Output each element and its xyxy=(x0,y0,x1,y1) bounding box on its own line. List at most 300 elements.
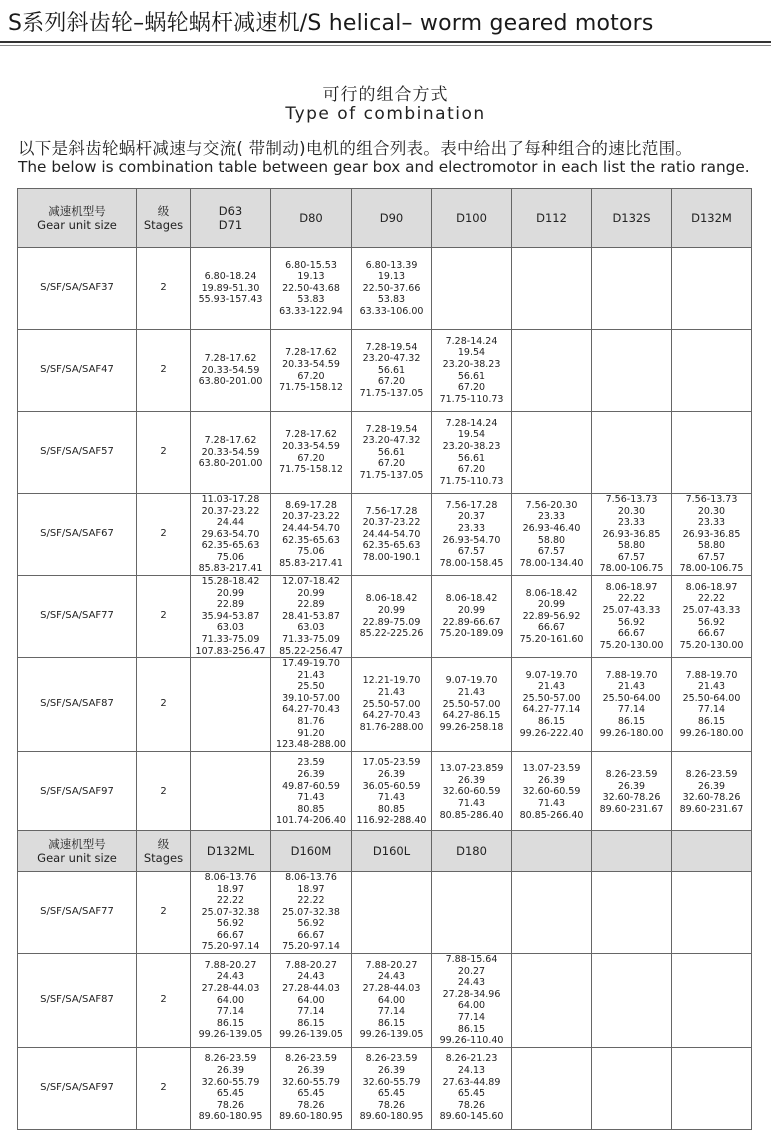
ratio-cell xyxy=(352,412,432,494)
ratio-value: 75.20-97.14 xyxy=(201,941,260,953)
col-header-motor xyxy=(592,831,672,872)
ratio-value: 32.60-55.79 xyxy=(201,1076,260,1088)
ratio-cell xyxy=(352,248,432,330)
ratio-value: 20.37-23.22 xyxy=(282,511,340,523)
ratio-value: 13.07-23.59 xyxy=(522,763,581,775)
ratio-value: 78.26 xyxy=(457,1099,486,1111)
col-header-motor-line: D132ML xyxy=(206,843,255,858)
ratio-value: 26.39 xyxy=(697,780,726,792)
ratio-cell xyxy=(592,576,672,658)
ratio-value: 71.75-137.05 xyxy=(359,387,424,399)
ratio-cell xyxy=(672,412,752,494)
ratio-value: 8.06-18.42 xyxy=(445,593,498,605)
ratio-value: 99.26-180.00 xyxy=(679,727,744,739)
ratio-cell xyxy=(672,494,752,576)
ratio-cell xyxy=(271,658,352,752)
col-header-motor-line: D63 xyxy=(218,203,243,218)
stages-cell: 2 xyxy=(137,954,191,1048)
ratio-value: 78.00-134.40 xyxy=(519,557,584,569)
col-header-stages-cn: 级 xyxy=(157,836,170,851)
ratio-value: 22.89-75.09 xyxy=(362,616,421,628)
ratio-value: 91.20 xyxy=(297,727,325,739)
col-header-unit-en: Gear unit size xyxy=(37,851,117,865)
col-header-motor-line: D132S xyxy=(612,210,651,225)
ratio-value: 75.20-161.60 xyxy=(519,633,584,645)
ratio-value: 27.28-44.03 xyxy=(362,982,421,994)
ratio-cell xyxy=(191,751,271,833)
ratio-cell xyxy=(352,1047,432,1129)
ratio-value: 8.06-18.97 xyxy=(685,581,738,593)
ratio-value: 81.76 xyxy=(297,715,325,727)
ratio-value: 62.35-65.63 xyxy=(201,540,260,552)
ratio-value: 22.22 xyxy=(216,895,245,907)
ratio-cell xyxy=(432,330,512,412)
ratio-value: 64.00 xyxy=(297,994,325,1006)
ratio-cell xyxy=(592,872,672,954)
ratio-value: 56.61 xyxy=(377,446,406,458)
ratio-value: 19.89-51.30 xyxy=(201,282,260,294)
ratio-cell xyxy=(592,494,672,576)
ratio-value: 77.14 xyxy=(297,1006,325,1018)
ratio-cell xyxy=(352,494,432,576)
ratio-value: 7.88-19.70 xyxy=(685,669,738,681)
ratio-value: 24.43 xyxy=(377,971,406,983)
col-header-motor xyxy=(432,831,512,872)
ratio-cell xyxy=(512,248,592,330)
ratio-value: 24.43 xyxy=(216,971,245,983)
ratio-value: 25.50 xyxy=(297,681,325,693)
ratio-value: 8.06-13.76 xyxy=(285,872,337,883)
ratio-cell xyxy=(432,751,512,833)
ratio-value: 24.44-54.70 xyxy=(362,528,421,540)
ratio-value: 7.28-14.24 xyxy=(445,335,498,347)
table-row xyxy=(18,751,752,833)
ratio-value: 26.39 xyxy=(377,1065,406,1077)
ratio-value: 71.75-110.73 xyxy=(439,393,504,405)
col-header-stages-en: Stages xyxy=(143,851,184,865)
ratio-value: 65.45 xyxy=(377,1088,406,1100)
ratio-value: 23.20-38.23 xyxy=(442,440,501,452)
ratio-value: 7.88-15.64 xyxy=(445,954,498,966)
ratio-cell xyxy=(672,330,752,412)
ratio-value: 20.37-23.22 xyxy=(201,505,260,517)
ratio-value: 7.28-17.62 xyxy=(204,435,257,447)
ratio-value: 65.45 xyxy=(297,1088,325,1100)
ratio-value: 7.56-20.30 xyxy=(525,499,578,511)
ratio-cell xyxy=(352,751,432,833)
ratio-value: 67.20 xyxy=(377,376,406,388)
section-title-en: Type of combination xyxy=(285,104,486,124)
header-rule xyxy=(0,41,771,43)
ratio-value: 99.26-258.18 xyxy=(439,721,504,733)
ratio-value: 27.28-44.03 xyxy=(201,982,260,994)
ratio-value: 71.33-75.09 xyxy=(282,633,340,645)
ratio-value: 28.41-53.87 xyxy=(282,610,340,622)
ratio-value: 99.26-139.05 xyxy=(279,1029,343,1041)
gear-unit-cell: S/SF/SA/SAF87 xyxy=(18,658,137,752)
ratio-cell xyxy=(271,494,352,576)
ratio-value: 7.56-17.28 xyxy=(365,505,418,517)
ratio-cell xyxy=(592,330,672,412)
ratio-value: 18.97 xyxy=(297,883,325,895)
ratio-value: 7.28-19.54 xyxy=(365,341,418,353)
ratio-value: 65.45 xyxy=(457,1088,486,1100)
ratio-value: 86.15 xyxy=(377,1017,406,1029)
ratio-value: 77.14 xyxy=(457,1011,486,1023)
ratio-value: 8.26-23.59 xyxy=(204,1053,257,1065)
ratio-value: 12.21-19.70 xyxy=(362,675,421,687)
ratio-value: 66.67 xyxy=(697,628,726,640)
table-row xyxy=(18,954,752,1048)
ratio-value: 32.60-60.59 xyxy=(522,786,581,798)
ratio-cell xyxy=(432,872,512,954)
ratio-value: 22.22 xyxy=(617,593,646,605)
col-header-motor xyxy=(352,831,432,872)
ratio-value: 9.07-19.70 xyxy=(525,669,578,681)
header-band xyxy=(0,0,771,42)
col-header-unit xyxy=(18,831,137,872)
ratio-value: 78.00-106.75 xyxy=(599,563,664,575)
col-header-motor-line: D80 xyxy=(299,210,323,225)
stages-cell: 2 xyxy=(137,872,191,954)
ratio-value: 64.27-77.14 xyxy=(522,704,581,716)
col-header-motor-line: D160L xyxy=(372,843,411,858)
ratio-value: 107.83-256.47 xyxy=(195,645,266,657)
ratio-value: 56.61 xyxy=(457,370,486,382)
ratio-cell xyxy=(432,954,512,1048)
ratio-value: 67.20 xyxy=(457,382,486,394)
ratio-value: 64.27-70.43 xyxy=(282,704,340,716)
ratio-value: 75.20-130.00 xyxy=(679,639,744,651)
ratio-value: 20.33-54.59 xyxy=(282,358,340,370)
ratio-value: 21.43 xyxy=(617,681,646,693)
gear-unit-cell: S/SF/SA/SAF57 xyxy=(18,412,137,494)
ratio-cell xyxy=(592,412,672,494)
ratio-value: 20.99 xyxy=(297,587,325,599)
col-header-motor xyxy=(191,189,271,248)
ratio-value: 89.60-231.67 xyxy=(679,803,744,815)
table-row xyxy=(18,494,752,576)
ratio-cell xyxy=(672,658,752,752)
ratio-value: 63.33-106.00 xyxy=(359,305,424,317)
ratio-cell xyxy=(352,954,432,1048)
col-header-motor xyxy=(352,189,432,248)
col-header-motor-line: D160M xyxy=(290,843,332,858)
ratio-value: 13.07-23.859 xyxy=(439,763,504,775)
col-header-unit-cn: 减速机型号 xyxy=(48,203,106,218)
ratio-value: 86.15 xyxy=(617,715,646,727)
col-header-unit-en: Gear unit size xyxy=(37,218,117,232)
ratio-value: 56.61 xyxy=(377,364,406,376)
gear-unit-cell: S/SF/SA/SAF77 xyxy=(18,576,137,658)
ratio-cell xyxy=(191,658,271,752)
section-title-cn: 可行的组合方式 xyxy=(322,85,449,105)
ratio-value: 67.57 xyxy=(697,551,726,563)
stages-cell: 2 xyxy=(137,412,191,494)
ratio-value: 26.93-54.70 xyxy=(442,534,501,546)
ratio-value: 49.87-60.59 xyxy=(282,780,340,792)
ratio-value: 20.33-54.59 xyxy=(201,364,260,376)
col-header-motor xyxy=(672,831,752,872)
ratio-value: 36.05-60.59 xyxy=(362,780,421,792)
ratio-value: 25.50-64.00 xyxy=(682,692,741,704)
ratio-cell xyxy=(512,576,592,658)
ratio-value: 99.26-139.05 xyxy=(198,1029,263,1041)
ratio-value: 19.54 xyxy=(457,347,486,359)
ratio-value: 71.75-158.12 xyxy=(279,382,343,394)
col-header-motor xyxy=(512,189,592,248)
ratio-cell xyxy=(512,494,592,576)
stages-cell: 2 xyxy=(137,330,191,412)
ratio-cell xyxy=(352,576,432,658)
col-header-motor xyxy=(512,831,592,872)
ratio-value: 20.37-23.22 xyxy=(362,517,421,529)
ratio-value: 67.20 xyxy=(377,458,406,470)
gear-unit-cell: S/SF/SA/SAF77 xyxy=(18,872,137,954)
ratio-value: 80.85-286.40 xyxy=(439,809,504,821)
ratio-value: 66.67 xyxy=(537,622,566,634)
intro-text-en: The below is combination table between gear box and electromotor in each list the ratio range. xyxy=(18,158,750,176)
ratio-value: 7.88-20.27 xyxy=(204,959,257,971)
header-rule-thin xyxy=(0,45,771,46)
table-row xyxy=(18,576,752,658)
ratio-value: 7.88-19.70 xyxy=(605,669,658,681)
ratio-value: 20.33-54.59 xyxy=(282,440,340,452)
ratio-value: 116.92-288.40 xyxy=(356,815,427,827)
gear-unit-cell: S/SF/SA/SAF97 xyxy=(18,751,137,833)
ratio-value: 26.39 xyxy=(537,774,566,786)
ratio-value: 26.93-36.85 xyxy=(602,528,661,540)
col-header-motor-line: D90 xyxy=(379,210,404,225)
ratio-value: 23.33 xyxy=(537,511,566,523)
ratio-value: 32.60-78.26 xyxy=(602,792,661,804)
combination-table-1 xyxy=(17,188,752,834)
ratio-value: 22.22 xyxy=(697,593,726,605)
ratio-value: 56.92 xyxy=(617,616,646,628)
ratio-cell xyxy=(512,412,592,494)
ratio-cell xyxy=(191,412,271,494)
ratio-value: 20.33-54.59 xyxy=(201,446,260,458)
ratio-value: 7.28-19.54 xyxy=(365,423,418,435)
ratio-cell xyxy=(352,658,432,752)
col-header-stages xyxy=(137,189,191,248)
ratio-value: 11.03-17.28 xyxy=(201,494,260,505)
ratio-value: 99.26-180.00 xyxy=(599,727,664,739)
ratio-value: 22.50-37.66 xyxy=(362,282,421,294)
header-row xyxy=(18,189,752,248)
ratio-value: 6.80-18.24 xyxy=(204,271,257,283)
ratio-value: 6.80-13.39 xyxy=(365,259,418,271)
ratio-value: 23.59 xyxy=(297,757,325,769)
ratio-value: 8.69-17.28 xyxy=(285,499,337,511)
stages-cell: 2 xyxy=(137,658,191,752)
ratio-value: 77.14 xyxy=(216,1006,245,1018)
ratio-value: 123.48-288.00 xyxy=(276,739,346,751)
ratio-value: 67.57 xyxy=(617,551,646,563)
ratio-value: 21.43 xyxy=(537,681,566,693)
ratio-value: 22.89 xyxy=(216,599,245,611)
ratio-value: 27.28-44.03 xyxy=(282,982,340,994)
ratio-value: 75.06 xyxy=(216,551,245,563)
ratio-cell xyxy=(592,751,672,833)
ratio-value: 86.15 xyxy=(297,1017,325,1029)
ratio-value: 77.14 xyxy=(617,704,646,716)
ratio-cell xyxy=(432,412,512,494)
ratio-value: 71.43 xyxy=(377,792,406,804)
ratio-cell xyxy=(512,954,592,1048)
ratio-value: 78.00-158.45 xyxy=(439,557,504,569)
stages-cell: 2 xyxy=(137,494,191,576)
ratio-value: 67.20 xyxy=(297,370,325,382)
ratio-value: 24.44-54.70 xyxy=(282,522,340,534)
ratio-value: 19.54 xyxy=(457,429,486,441)
ratio-value: 24.43 xyxy=(297,971,325,983)
ratio-value: 26.39 xyxy=(297,1065,325,1077)
ratio-value: 22.89-66.67 xyxy=(442,616,501,628)
ratio-value: 21.43 xyxy=(697,681,726,693)
col-header-unit-cn: 减速机型号 xyxy=(48,836,106,851)
ratio-value: 89.60-145.60 xyxy=(439,1111,504,1123)
ratio-cell xyxy=(432,248,512,330)
ratio-value: 23.20-47.32 xyxy=(362,435,421,447)
col-header-stages-en: Stages xyxy=(143,218,184,232)
stages-cell: 2 xyxy=(137,248,191,330)
ratio-value: 7.28-14.24 xyxy=(445,417,498,429)
ratio-value: 80.85 xyxy=(377,803,406,815)
ratio-value: 56.92 xyxy=(697,616,726,628)
ratio-cell xyxy=(271,330,352,412)
col-header-motor-line: D132M xyxy=(691,210,732,225)
combination-table-2 xyxy=(17,830,752,1130)
col-header-motor xyxy=(592,189,672,248)
ratio-value: 71.75-158.12 xyxy=(279,464,343,476)
col-header-motor-line: D100 xyxy=(456,210,487,225)
ratio-value: 75.20-97.14 xyxy=(282,941,340,953)
ratio-value: 7.56-17.28 xyxy=(445,499,498,511)
ratio-value: 7.88-20.27 xyxy=(285,959,337,971)
ratio-cell xyxy=(271,412,352,494)
ratio-value: 56.92 xyxy=(216,918,245,930)
ratio-value: 23.20-47.32 xyxy=(362,353,421,365)
ratio-value: 58.80 xyxy=(697,540,726,552)
ratio-cell xyxy=(271,1047,352,1129)
gear-unit-cell: S/SF/SA/SAF37 xyxy=(18,248,137,330)
ratio-value: 23.33 xyxy=(617,517,646,529)
ratio-value: 71.75-110.73 xyxy=(439,475,504,487)
ratio-value: 23.20-38.23 xyxy=(442,358,501,370)
ratio-value: 77.14 xyxy=(697,704,726,716)
ratio-cell xyxy=(672,576,752,658)
intro-text-cn: 以下是斜齿轮蜗杆减速与交流( 带制动)电机的组合列表。表中给出了每种组合的速比范围。 xyxy=(18,139,693,158)
ratio-value: 25.50-57.00 xyxy=(362,698,421,710)
ratio-value: 53.83 xyxy=(377,294,406,306)
ratio-value: 18.97 xyxy=(216,883,245,895)
ratio-value: 63.33-122.94 xyxy=(279,305,343,317)
ratio-value: 6.80-15.53 xyxy=(285,259,337,271)
ratio-value: 75.20-189.09 xyxy=(439,628,504,640)
ratio-value: 24.13 xyxy=(457,1065,486,1077)
ratio-value: 20.99 xyxy=(377,604,406,616)
ratio-value: 99.26-110.40 xyxy=(439,1035,504,1047)
ratio-value: 67.57 xyxy=(457,546,486,558)
table-row xyxy=(18,248,752,330)
ratio-value: 64.27-86.15 xyxy=(442,710,501,722)
ratio-value: 7.56-13.73 xyxy=(605,494,658,505)
col-header-motor xyxy=(672,189,752,248)
ratio-cell xyxy=(271,248,352,330)
ratio-cell xyxy=(672,872,752,954)
table-row xyxy=(18,658,752,752)
ratio-value: 64.27-70.43 xyxy=(362,710,421,722)
col-header-stages-cn: 级 xyxy=(157,203,170,218)
ratio-value: 63.03 xyxy=(216,622,245,634)
col-header-motor xyxy=(271,831,352,872)
ratio-value: 75.20-130.00 xyxy=(599,639,664,651)
ratio-value: 71.43 xyxy=(457,798,486,809)
ratio-value: 20.99 xyxy=(216,587,245,599)
ratio-cell xyxy=(271,751,352,833)
ratio-value: 67.20 xyxy=(297,452,325,464)
ratio-cell xyxy=(512,658,592,752)
ratio-cell xyxy=(672,954,752,1048)
ratio-value: 78.00-106.75 xyxy=(679,563,744,575)
ratio-value: 75.06 xyxy=(297,546,325,558)
ratio-value: 22.22 xyxy=(297,895,325,907)
ratio-value: 24.44 xyxy=(216,517,245,529)
ratio-value: 8.06-18.42 xyxy=(365,593,418,605)
ratio-value: 22.50-43.68 xyxy=(282,282,340,294)
ratio-value: 56.61 xyxy=(457,452,486,464)
ratio-cell xyxy=(672,751,752,833)
ratio-value: 62.35-65.63 xyxy=(282,534,340,546)
ratio-value: 25.50-57.00 xyxy=(442,698,501,710)
table-row xyxy=(18,1047,752,1129)
col-header-motor-line: D180 xyxy=(456,843,487,858)
ratio-value: 55.93-157.43 xyxy=(198,294,263,306)
ratio-value: 67.20 xyxy=(457,464,486,476)
ratio-value: 78.26 xyxy=(297,1099,325,1111)
ratio-value: 85.22-225.26 xyxy=(359,628,424,640)
ratio-value: 85.22-256.47 xyxy=(279,645,343,657)
ratio-value: 99.26-222.40 xyxy=(519,727,584,739)
stages-cell: 2 xyxy=(137,751,191,833)
ratio-value: 8.06-13.76 xyxy=(204,872,257,883)
ratio-value: 8.06-18.97 xyxy=(605,581,658,593)
ratio-value: 20.30 xyxy=(697,505,726,517)
ratio-value: 22.89-56.92 xyxy=(522,610,581,622)
page-title: S系列斜齿轮–蜗轮蜗杆减速机/S helical– worm geared motors xyxy=(8,11,654,36)
col-header-stages xyxy=(137,831,191,872)
ratio-value: 32.60-55.79 xyxy=(282,1076,340,1088)
ratio-value: 21.43 xyxy=(297,669,325,681)
ratio-value: 25.07-32.38 xyxy=(201,906,260,918)
ratio-value: 17.49-19.70 xyxy=(282,658,340,670)
ratio-value: 58.80 xyxy=(537,534,566,546)
ratio-value: 29.63-54.70 xyxy=(201,528,260,540)
ratio-value: 20.37 xyxy=(457,511,486,523)
ratio-value: 85.83-217.41 xyxy=(198,563,263,575)
ratio-value: 71.33-75.09 xyxy=(201,633,260,645)
ratio-value: 26.39 xyxy=(216,1065,245,1077)
ratio-cell xyxy=(352,872,432,954)
ratio-value: 71.43 xyxy=(297,792,325,804)
ratio-value: 86.15 xyxy=(457,1023,486,1035)
col-header-motor xyxy=(432,189,512,248)
ratio-cell xyxy=(432,658,512,752)
ratio-value: 80.85-266.40 xyxy=(519,809,584,821)
ratio-value: 62.35-65.63 xyxy=(362,540,421,552)
ratio-value: 89.60-231.67 xyxy=(599,803,664,815)
